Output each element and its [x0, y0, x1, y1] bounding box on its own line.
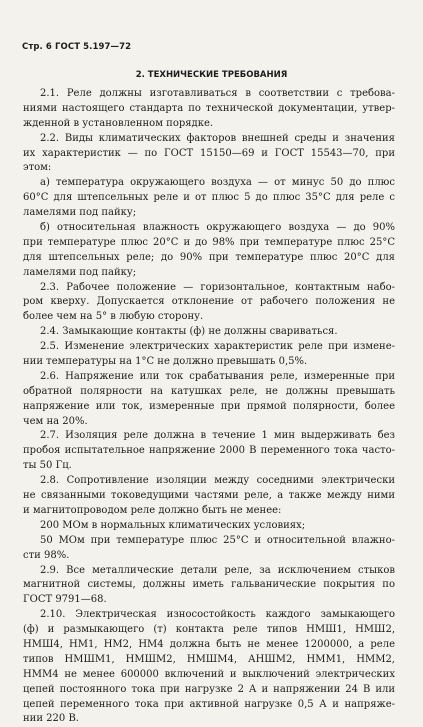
text-line: 2.3. Рабочее положение — горизонтальное, контактным набо-	[40, 281, 395, 293]
text-line: не связанными токоведущими частями реле, а также между ними	[23, 490, 395, 502]
text-line: типов НМШМ1, НМШМ2, НМШМ4, АНШМ2, НММ1, НММ2,	[23, 653, 395, 665]
text-line: их характеристик — по ГОСТ 15150—69 и ГОСТ 15543—70, при	[23, 147, 395, 159]
text-line: цепей постоянного тока при нагрузке 2 А и напряжении 24 В или	[23, 683, 395, 695]
text-line: 200 МОм в нормальных климатических условиях;	[40, 519, 306, 531]
text-line: нии температуры на 1°С не должно превышать 0,5%.	[23, 356, 308, 368]
text-line: НММ4 не менее 600000 включений и выключений электрических	[23, 668, 395, 680]
text-line: ром кверху. Допускается отклонение от рабочего положения не	[23, 296, 395, 308]
text-line: ты 50 Гц.	[23, 460, 72, 472]
text-line: НМШ4, НМ1, НМ2, НМ4 должна быть не менее 1200000, а реле	[23, 638, 395, 650]
text-line: ламелями под пайку;	[23, 266, 137, 278]
text-line: нии 220 В.	[23, 713, 79, 725]
text-line: ламелями под пайку;	[23, 207, 137, 219]
text-line: этом:	[23, 162, 52, 174]
text-line: цепей переменного тока при активной нагрузке 0,5 А и напряже-	[23, 698, 395, 710]
text-line: чем на 20%.	[23, 415, 88, 427]
text-line: 2.9. Все металлические детали реле, за исключением стыков	[40, 564, 395, 576]
text-line: 2.8. Сопротивление изоляции между соседними электрически	[40, 475, 395, 487]
text-line: 2.10. Электрическая износостойкость каждого замыкающего	[40, 609, 395, 621]
text-line: 2.5. Изменение электрических характеристик реле при измене-	[40, 341, 395, 353]
section-heading: 2. ТЕХНИЧЕСКИЕ ТРЕБОВАНИЯ	[135, 70, 288, 80]
text-line: 2.7. Изоляция реле должна в течение 1 мин выдерживать без	[40, 430, 395, 442]
text-line: пробоя испытательное напряжение 2000 В переменного тока часто-	[23, 445, 395, 457]
text-line: 2.6. Напряжение или ток срабатывания реле, измеренные при	[40, 370, 395, 382]
text-line: 50 МОм при температуре плюс 25°С и относительной влажно-	[40, 534, 395, 546]
text-line: 2.4. Замыкающие контакты (ф) не должны свариваться.	[40, 326, 338, 338]
text-line: ГОСТ 9791—68.	[23, 594, 107, 606]
text-line: 60°С для штепсельных реле и от плюс 5 до плюс 35°С для реле с	[23, 192, 395, 204]
document-body	[23, 87, 395, 727]
page-header: Стр. 6 ГОСТ 5.197—72	[22, 42, 132, 52]
text-line: обратной полярности на катушках реле, не должны превышать	[23, 385, 395, 397]
text-line: для штепсельных реле; до 90% при температуре плюс 20°С для	[23, 251, 395, 263]
text-line: сти 98%.	[23, 549, 70, 561]
text-line: при температуре плюс 20°С и до 98% при температуре плюс 25°С	[23, 236, 395, 248]
text-line: б) относительная влажность окружающего воздуха — до 90%	[40, 222, 395, 234]
text-line: и магнитопроводом реле должно быть не менее:	[23, 504, 282, 516]
text-line: жденной в установленном порядке.	[23, 117, 214, 129]
text-line: 2.1. Реле должны изготавливаться в соответствии с требова-	[40, 88, 395, 99]
text-line: магнитной системы, должны иметь гальванические покрытия по	[23, 579, 395, 591]
text-line: 2.2. Виды климатических факторов внешней среды и значения	[40, 132, 395, 144]
text-line: а) температура окружающего воздуха — от минус 50 до плюс	[40, 177, 395, 189]
text-line: более чем на 5° в любую сторону.	[23, 311, 204, 323]
text-line: напряжение или ток, измеренные при прямой полярности, более	[23, 400, 395, 412]
text-line: (ф) и размыкающего (т) контакта реле типов НМШ1, НМШ2,	[23, 624, 395, 636]
text-line: ниями настоящего стандарта по технической документации, утвер-	[23, 102, 395, 114]
